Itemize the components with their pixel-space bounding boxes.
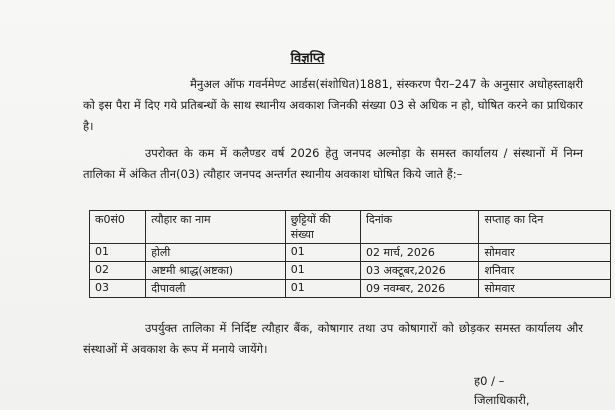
cell-date: 02 मार्च, 2026: [361, 244, 479, 262]
paragraph-declaration: उपरोक्त के कम में कलैण्डर वर्ष 2026 हेतु जनपद अल्मोड़ा के समस्त कार्यालय / संस्थानों में निम्न तालिका में अंकित तीन(03) त्यौहार जनपद अन्तर्गत स्थानीय अवकाश घोषित किये जाते हैं:–: [83, 146, 583, 181]
header-serial: क0सं0: [90, 211, 146, 244]
table-row: [90, 262, 611, 280]
header-date: दिनांक: [361, 211, 479, 244]
header-weekday: सप्ताह का दिन: [479, 211, 611, 244]
cell-serial: 03: [90, 280, 146, 298]
table-row: [90, 280, 611, 298]
cell-holidays-count: 01: [285, 280, 360, 298]
holiday-table: [89, 210, 611, 298]
cell-date: 03 अक्टूबर,2026: [361, 262, 479, 280]
cell-date: 09 नवम्बर, 2026: [361, 280, 479, 298]
cell-weekday: सोमवार: [479, 244, 611, 262]
signature-mark: ह0 / –: [474, 374, 505, 388]
cell-weekday: शनिवार: [479, 262, 611, 280]
cell-festival: अष्टमी श्राद्ध(अष्टका): [146, 262, 286, 280]
paragraph-authority: मैनुअल ऑफ गवर्नमेण्ट आर्डस(संशोधित)1881, संस्करण पैरा–247 के अनुसार अधोहस्ताक्षरी को इस पैरा में दिए गये प्रतिबन्धों के साथ स्थानीय अवकाश जिनकी संख्या 03 से अधिक न हो, घोषित करने का प्राधिकार है।: [83, 77, 583, 133]
table-header-row: [90, 211, 611, 244]
cell-weekday: सोमवार: [479, 280, 611, 298]
cell-festival: होली: [146, 244, 286, 262]
header-festival: त्यौहार का नाम: [146, 211, 286, 244]
cell-festival: दीपावली: [146, 280, 286, 298]
cell-serial: 02: [90, 262, 146, 280]
cell-holidays-count: 01: [285, 262, 360, 280]
cell-serial: 01: [90, 244, 146, 262]
table-row: [90, 244, 611, 262]
cell-holidays-count: 01: [285, 244, 360, 262]
header-holidays-count: छुट्टियों की संख्या: [285, 211, 360, 244]
signatory-designation: जिलाधिकारी,: [474, 393, 530, 407]
notice-title: विज्ञप्ति: [290, 51, 325, 66]
paragraph-exemption: उपर्युक्त तालिका में निर्दिष्ट त्यौहार बैंक, कोषागार तथा उप कोषागारों को छोड़कर समस्त कार्यालय और संस्थाओं में अवकाश के रूप में मनाये जायेंगे।: [83, 321, 583, 356]
